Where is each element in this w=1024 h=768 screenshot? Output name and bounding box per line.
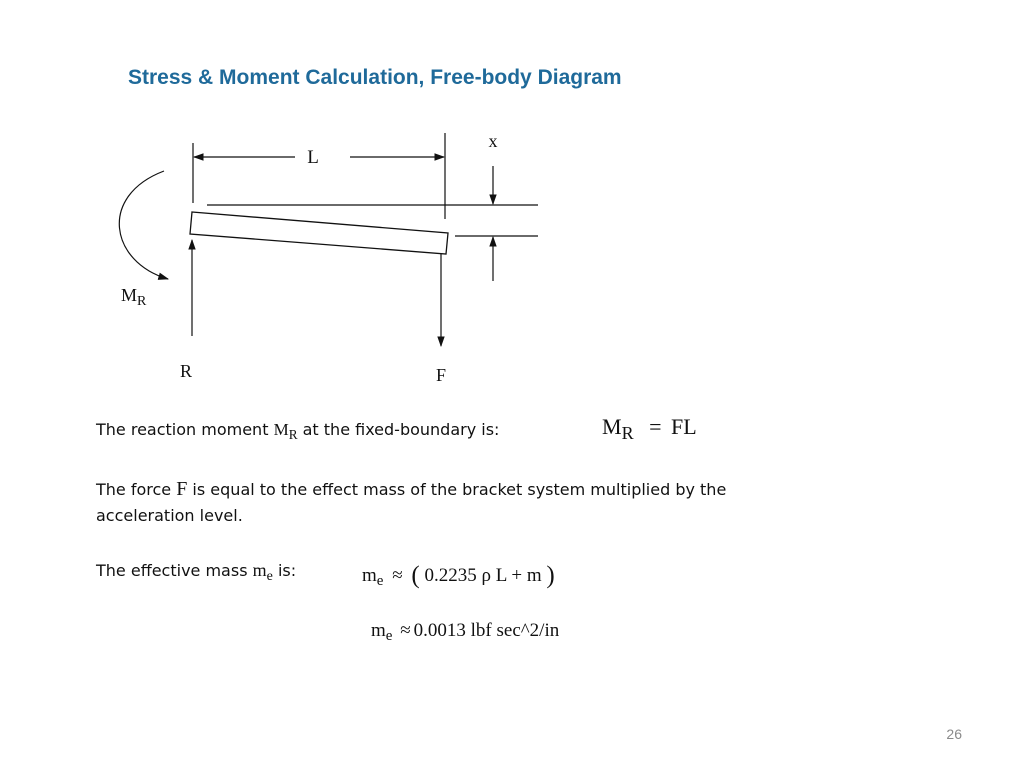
reaction-moment-equation: $M_R$ = FL [602, 414, 697, 444]
reaction-moment-text: The reaction moment $M_R$ at the fixed-boundary is: [96, 420, 500, 442]
length-label: L [307, 147, 319, 168]
reaction-moment-symbol: $M_R$ [273, 420, 298, 442]
page-number: 26 [946, 726, 962, 742]
reaction-moment-arrow [119, 171, 168, 279]
force-text-line2: acceleration level. [96, 506, 243, 525]
force-label: F [435, 365, 447, 385]
moment-label: $M_R$ [121, 285, 147, 309]
effective-mass-text: The effective mass $m_e$ is: [96, 560, 297, 584]
slide-title: Stress & Moment Calculation, Free-body Diagram [128, 66, 622, 89]
effective-mass-symbol: $m_e$ [252, 560, 273, 584]
force-symbol: F [176, 478, 188, 500]
effective-mass-formula: $m_e$ ≈ ( 0.2235 ρ L + m ) [362, 562, 555, 590]
effective-mass-value: $m_e \approx 0.0013$ lbf sec^2/in [371, 620, 560, 645]
beam [190, 212, 448, 254]
reaction-label: R [179, 361, 193, 381]
force-text-line1: The force F is equal to the effect mass of the bracket system multiplied by the [96, 478, 727, 500]
deflection-label: x [488, 131, 498, 151]
